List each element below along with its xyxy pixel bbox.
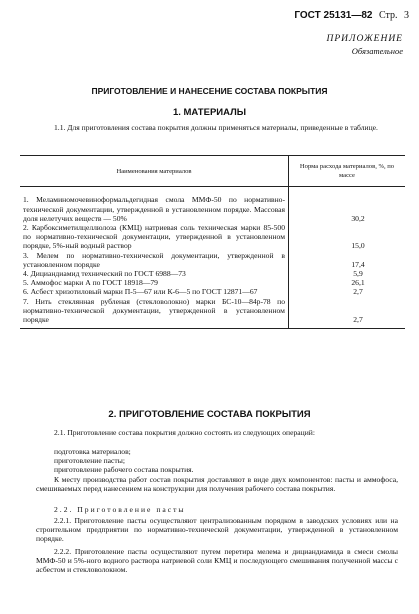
materials-table: [20, 155, 405, 329]
material-rate: 5,9: [353, 269, 363, 279]
material-name: 5. Аммофос марки А по ГОСТ 18918—79: [20, 278, 289, 287]
material-name: 2. Карбоксиметилцеллюлоза (КМЦ) натриевая соль техническая марки 85-500 по нормативно-технической документации, утвержденной в установленном порядке, 5%-ный водный раствор: [20, 223, 289, 251]
section-1-title: 1. МАТЕРИАЛЫ: [172, 107, 247, 118]
paragraph-2-1: 2.1. Приготовление состава покрытия должно состоять из следующих операций:: [54, 428, 315, 437]
operation-item: приготовление рабочего состава покрытия.: [54, 465, 194, 474]
material-name: 3. Мелем по нормативно-технической документации, утвержденной в установленном порядке: [20, 251, 289, 269]
table-row: [20, 223, 405, 251]
material-rate: 17,4: [351, 259, 365, 269]
page-label: Стр.: [378, 10, 398, 21]
standard-number: ГОСТ 25131—82: [294, 10, 373, 21]
page-header: [294, 10, 409, 21]
material-rate: 15,0: [351, 241, 365, 251]
table-row: [20, 269, 405, 278]
material-name: 1. Меламиномочевиноформальдегидная смола ММФ-50 по нормативно-технической документации, утвержденной в установленном порядке. Массовая доля нелетучих веществ — 50%: [20, 195, 289, 223]
table-row: [20, 287, 405, 296]
paragraph-2-2: 2.2. Приготовление пасты: [54, 505, 186, 514]
section-2-title: 2. ПРИГОТОВЛЕНИЕ СОСТАВА ПОКРЫТИЯ: [108, 409, 311, 420]
annex-title: ПРИЛОЖЕНИЕ: [326, 34, 403, 44]
material-rate: 2,7: [353, 287, 363, 297]
operation-item: подготовка материалов;: [54, 447, 131, 456]
main-title: ПРИГОТОВЛЕНИЕ И НАНЕСЕНИЕ СОСТАВА ПОКРЫТИЯ: [91, 86, 328, 96]
operation-item: приготовление пасты;: [54, 456, 125, 465]
table-row: [20, 297, 405, 329]
paragraph-2-2-2: 2.2.2. Приготовление пасты осуществляют путем перетира мелема и дициандиамида в смеси смолы ММФ-50 и 5%-ного водного раствора натриевой соли КМЦ и последующего смешивания полученной массы с асбестом и стекловолокном.: [36, 547, 398, 575]
material-name: 4. Дициандиамид технический по ГОСТ 6988—73: [20, 269, 289, 278]
material-rate: 26,1: [351, 278, 365, 288]
material-name: 6. Асбест хризотиловый марки П-5—67 или К-6—5 по ГОСТ 12871—67: [20, 287, 289, 296]
paragraph-2-2-1: 2.2.1. Приготовление пасты осуществляют централизованным порядком в заводских условиях или на строительном предприятии по нормативно-технической документации, утвержденной в установленном порядке.: [36, 516, 398, 544]
annex-label: [327, 33, 404, 57]
page-number: 3: [404, 10, 409, 21]
material-name: 7. Нить стеклянная рубленая (стекловолокно) марки БС-10—84р-78 по нормативно-технической документации, утвержденной в установленном порядке: [20, 297, 289, 329]
column-header-name: Наименования материалов: [20, 156, 289, 187]
table-row: [20, 195, 405, 223]
material-rate: 2,7: [289, 297, 406, 329]
table-row: [20, 251, 405, 269]
paragraph-1-1: 1.1. Для приготовления состава покрытия должны применяться материалы, приведенные в таблице.: [54, 123, 378, 132]
material-rate: 30,2: [351, 213, 365, 223]
table-row: [20, 278, 405, 287]
column-header-rate: Норма расхода материалов, %, по массе: [289, 156, 406, 187]
paragraph-2-1-delivery: К месту производства работ состав покрытия доставляют в виде двух компонентов: пасты и аммофоса, смешиваемых перед нанесением на конструкции для получения рабочего состава покрытия.: [36, 475, 398, 494]
annex-subtitle: Обязательное: [351, 46, 403, 56]
